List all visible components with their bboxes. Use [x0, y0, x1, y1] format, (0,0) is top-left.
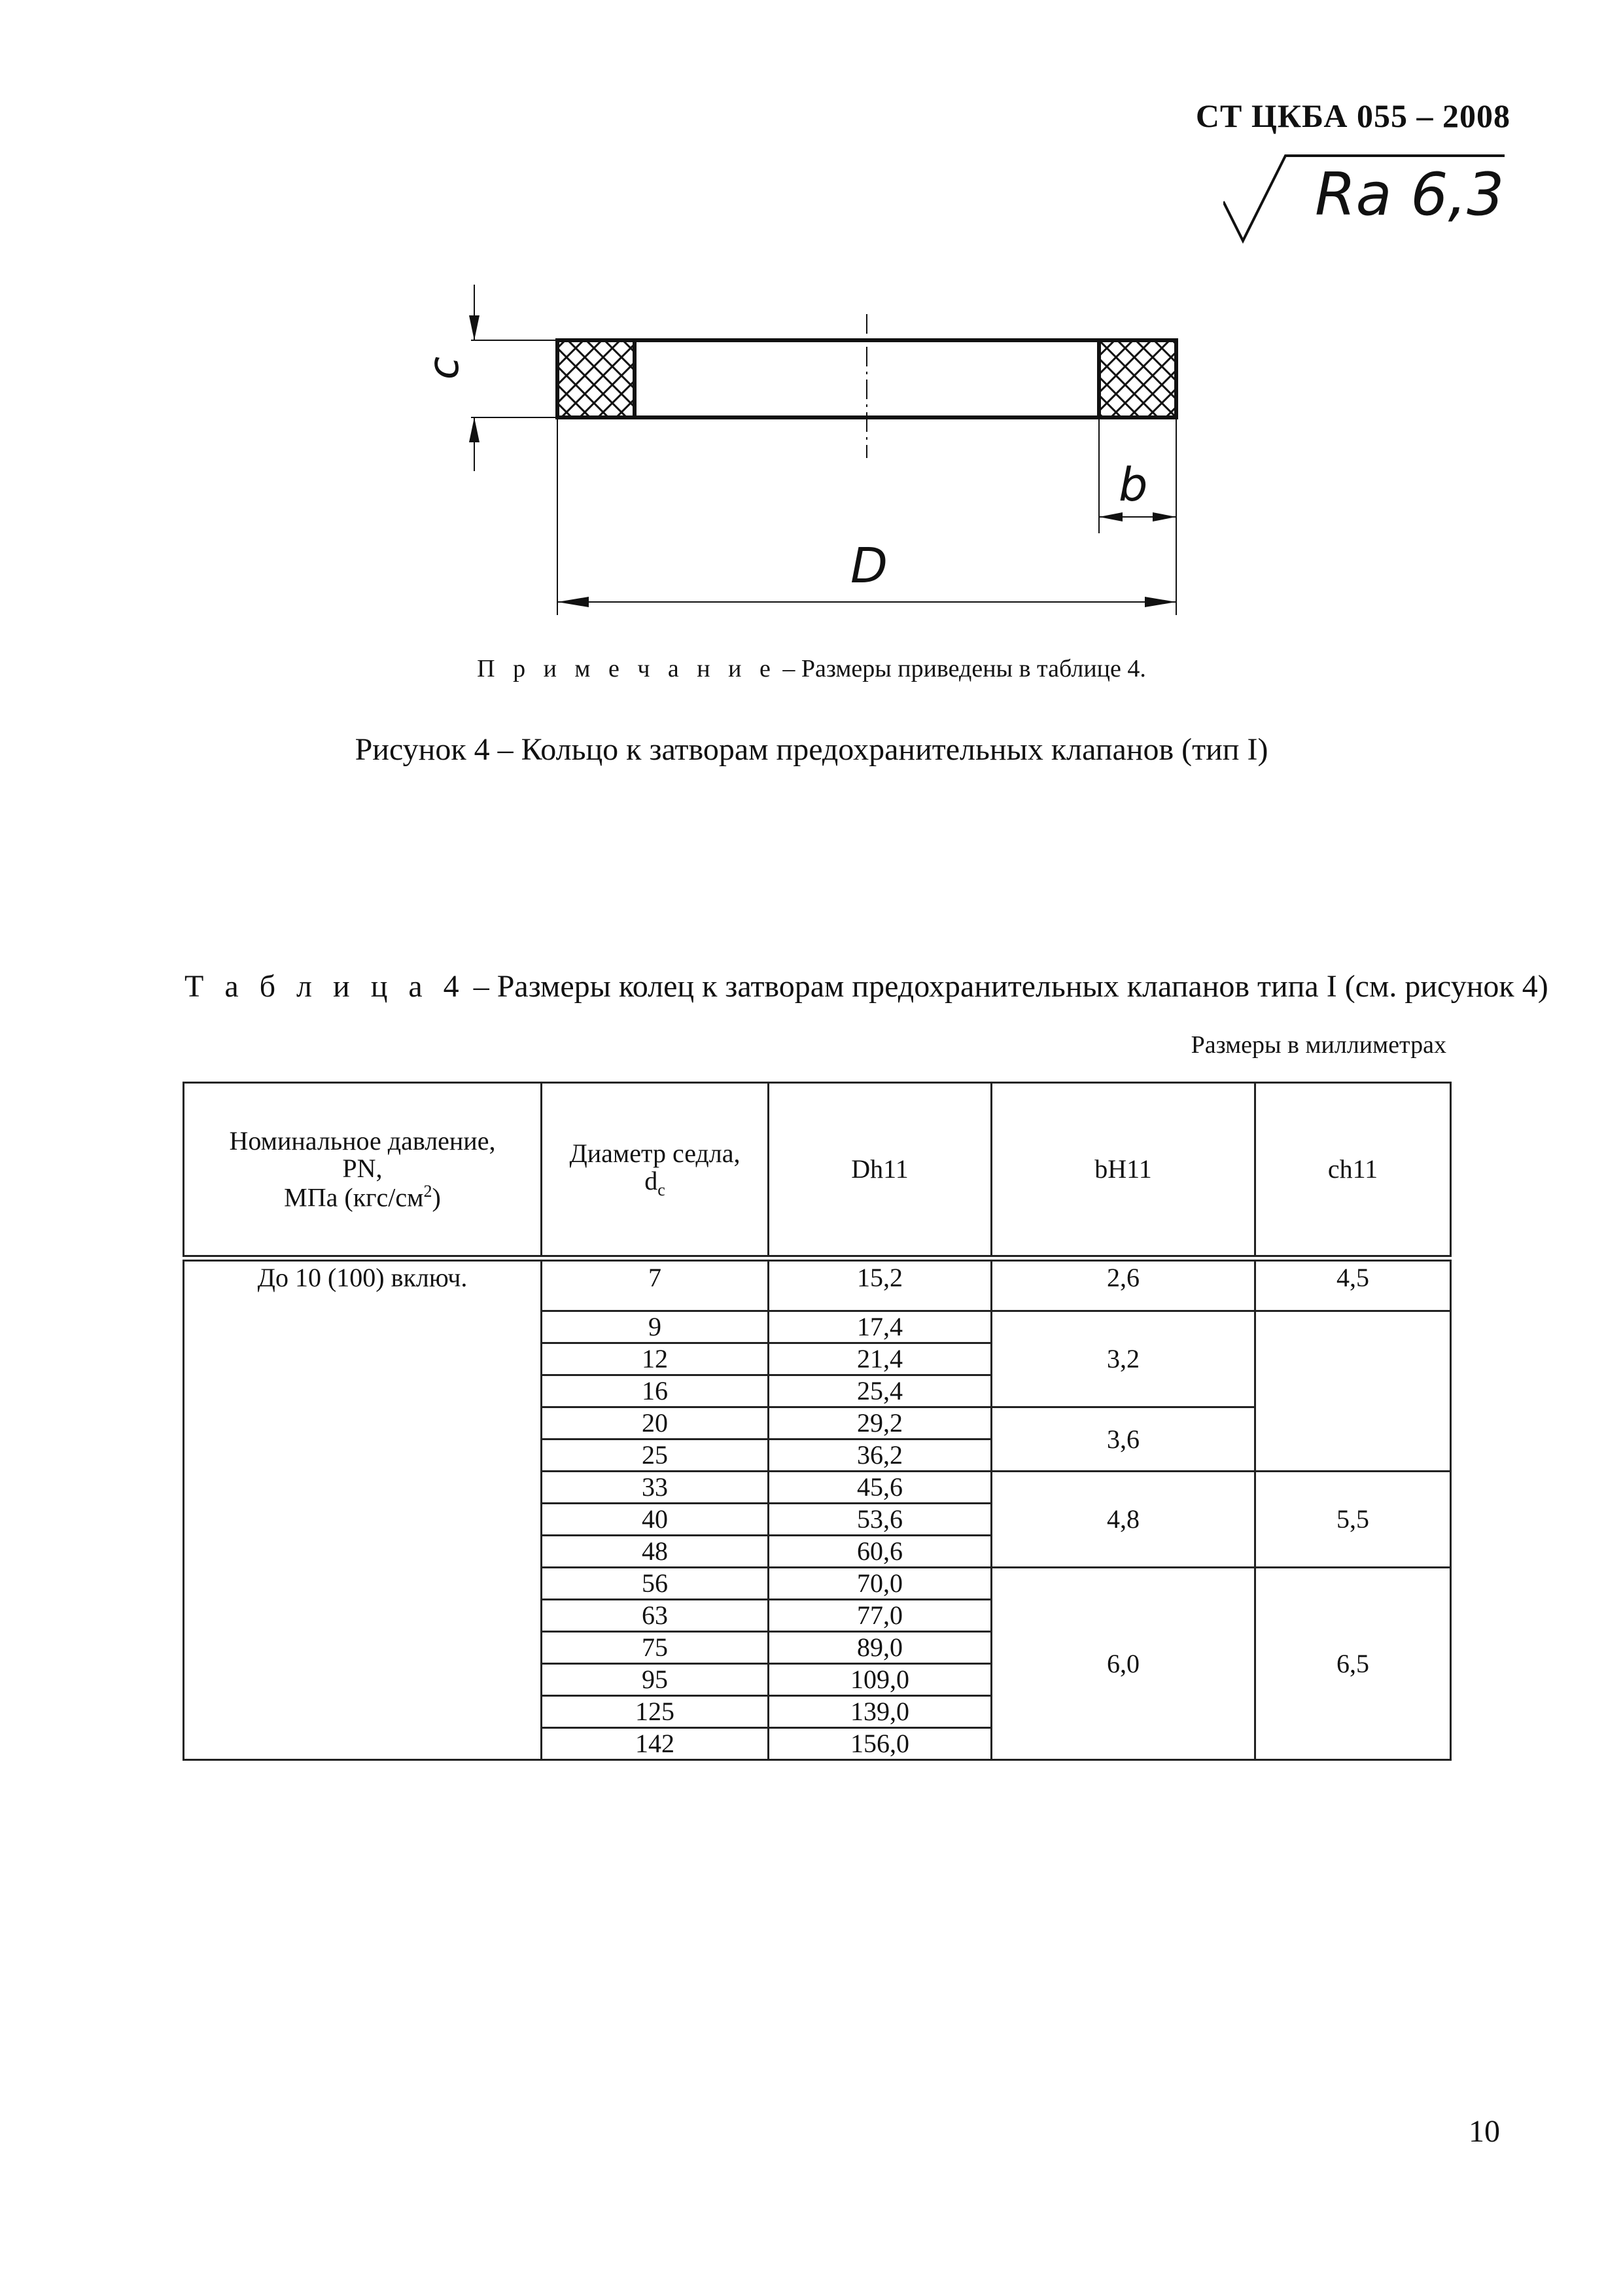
dim-label-D: D — [850, 538, 888, 594]
cell-D: 77,0 — [769, 1600, 992, 1632]
cell-dc: 63 — [542, 1600, 769, 1632]
cell-dc: 48 — [542, 1536, 769, 1568]
cell-b: 6,0 — [992, 1568, 1255, 1760]
table-units: Размеры в миллиметрах — [1191, 1031, 1446, 1059]
cell-D: 25,4 — [769, 1375, 992, 1407]
table-header-row — [184, 1083, 1451, 1259]
cell-dc: 9 — [542, 1311, 769, 1343]
header-pn: Номинальное давление, PN, МПа $(кгс/см^2)$ — [184, 1083, 542, 1259]
cell-D: 29,2 — [769, 1407, 992, 1439]
cell-D: 156,0 — [769, 1728, 992, 1760]
ring-dimensions-table — [183, 1082, 1452, 1761]
table-row — [184, 1258, 1451, 1311]
header-c: ch11 — [1255, 1083, 1451, 1259]
cell-D: 21,4 — [769, 1343, 992, 1375]
cell-D: 45,6 — [769, 1472, 992, 1504]
cell-dc: 95 — [542, 1664, 769, 1696]
cell-dc: 20 — [542, 1407, 769, 1439]
cell-b: 4,8 — [992, 1472, 1255, 1568]
cell-b: 2,6 — [992, 1258, 1255, 1311]
cell-c-empty — [1255, 1311, 1451, 1472]
cell-b: 3,6 — [992, 1407, 1255, 1472]
cell-D: 36,2 — [769, 1439, 992, 1472]
table-title-prefix: Т а б л и ц а 4 — [184, 969, 466, 1004]
cell-c: 5,5 — [1255, 1472, 1451, 1568]
dim-label-b: b — [1119, 458, 1148, 512]
pn-value: До 10 (100) включ. — [184, 1258, 542, 1760]
document-code: СТ ЦКБА 055 – 2008 — [1195, 97, 1510, 134]
cell-dc: 75 — [542, 1632, 769, 1664]
surface-roughness-symbol — [1223, 149, 1511, 247]
cell-c: 6,5 — [1255, 1568, 1451, 1760]
ring-drawing — [393, 275, 1217, 641]
header-seat-diameter: Диаметр седла, $d_c$ — [542, 1083, 769, 1259]
header-D: Dh11 — [769, 1083, 992, 1259]
cell-dc: 56 — [542, 1568, 769, 1600]
cell-D: 53,6 — [769, 1504, 992, 1536]
cell-dc: 33 — [542, 1472, 769, 1504]
cell-D: 109,0 — [769, 1664, 992, 1696]
note-prefix: П р и м е ч а н и е — [477, 655, 777, 682]
table-title-text: – Размеры колец к затворам предохранительных клапанов типа I (см. рисунок 4) — [465, 969, 1548, 1004]
cell-dc: 142 — [542, 1728, 769, 1760]
cell-D: 60,6 — [769, 1536, 992, 1568]
figure-caption: Рисунок 4 – Кольцо к затворам предохранительных клапанов (тип I) — [355, 732, 1268, 767]
ring-section-left — [557, 340, 635, 417]
cell-b: 3,2 — [992, 1311, 1255, 1407]
cell-c: 4,5 — [1255, 1258, 1451, 1311]
cell-dc: 7 — [542, 1258, 769, 1311]
figure-note — [0, 654, 1623, 683]
page-number: 10 — [1469, 2114, 1500, 2149]
header-b: bH11 — [992, 1083, 1255, 1259]
cell-D: 89,0 — [769, 1632, 992, 1664]
cell-dc: 16 — [542, 1375, 769, 1407]
cell-dc: 12 — [542, 1343, 769, 1375]
cell-dc: 25 — [542, 1439, 769, 1472]
cell-D: 17,4 — [769, 1311, 992, 1343]
cell-dc: 40 — [542, 1504, 769, 1536]
roughness-value: Ra 6,3 — [1315, 160, 1505, 229]
cell-D: 139,0 — [769, 1696, 992, 1728]
cell-D: 70,0 — [769, 1568, 992, 1600]
cell-D: 15,2 — [769, 1258, 992, 1311]
cell-dc: 125 — [542, 1696, 769, 1728]
ring-section-right — [1099, 340, 1176, 417]
note-text: – Размеры приведены в таблице 4. — [776, 655, 1146, 682]
table-title — [184, 968, 1548, 1004]
dim-label-c: c — [420, 356, 468, 380]
